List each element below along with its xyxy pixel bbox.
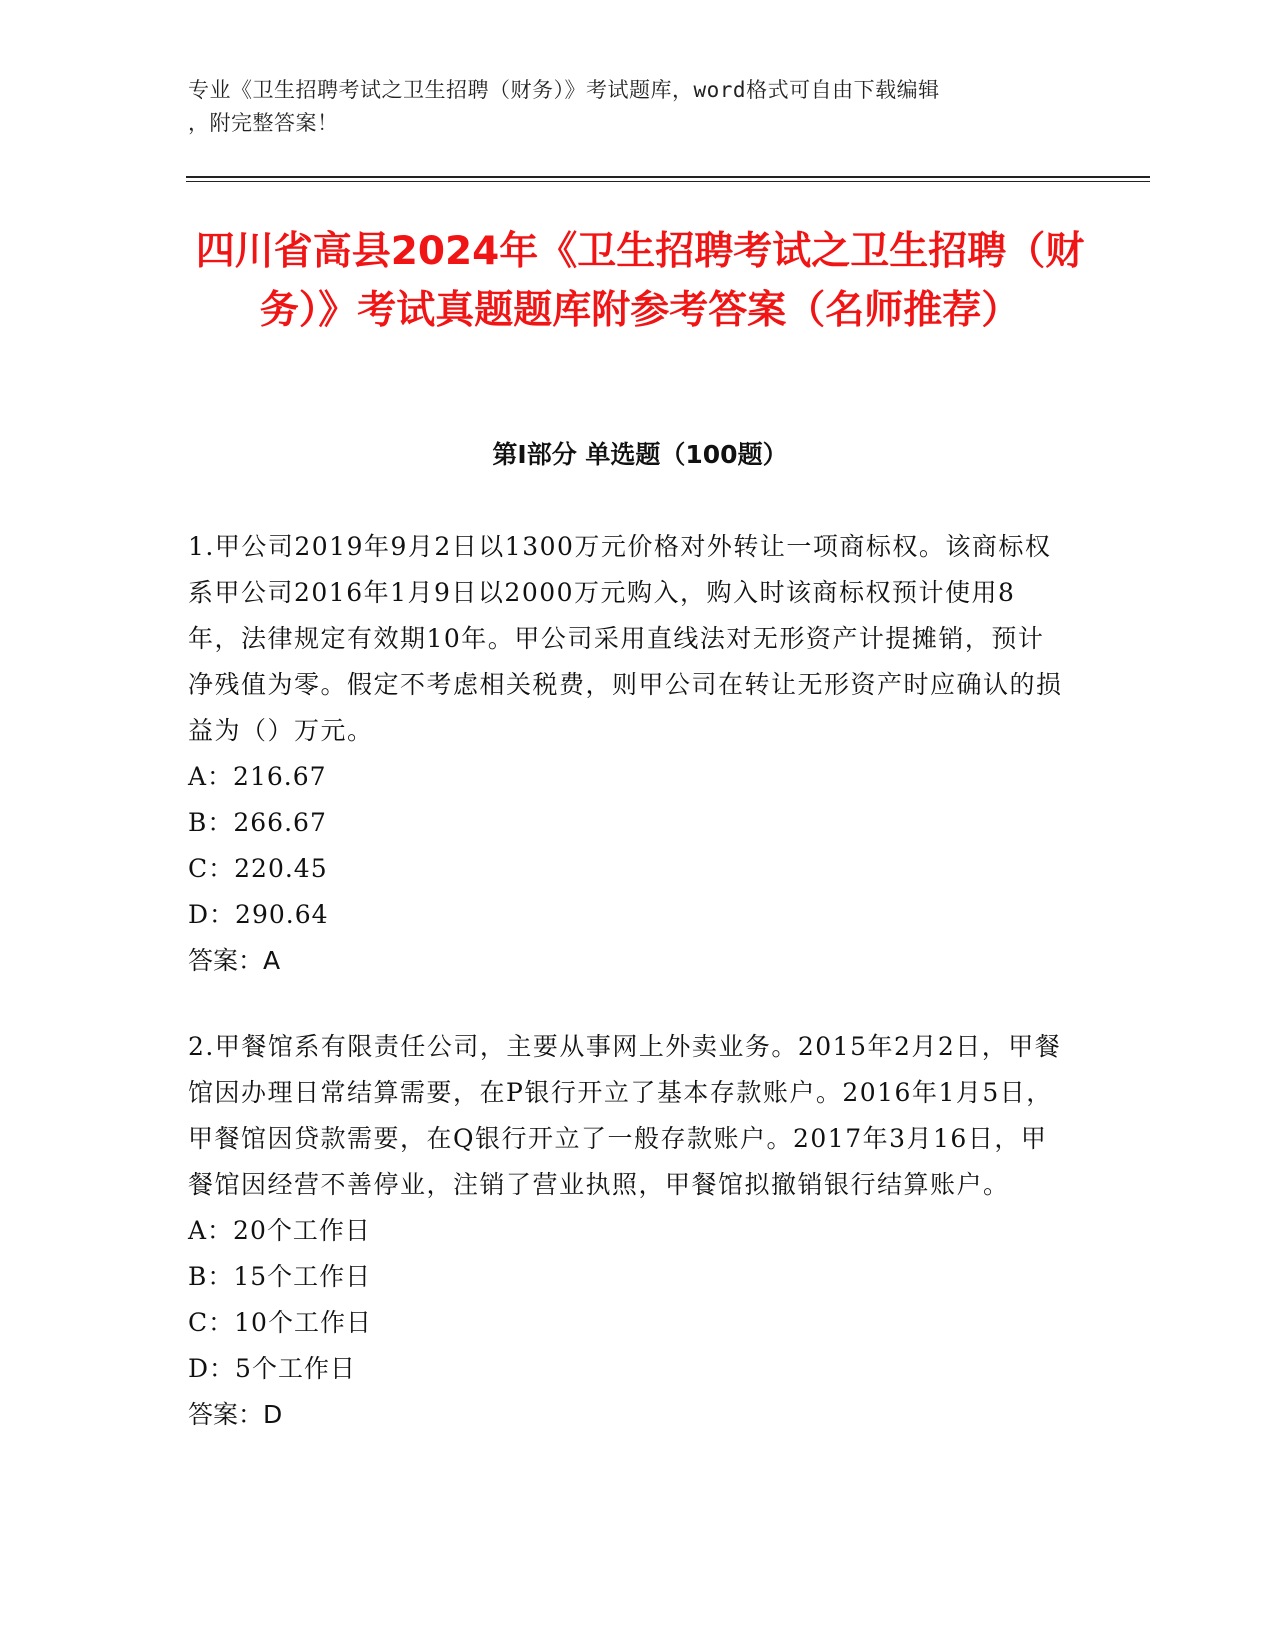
question-1 <box>188 524 1068 984</box>
header-note <box>188 74 1068 140</box>
option-c: C：220.45 <box>188 854 328 883</box>
header-note-line-1: 专业《卫生招聘考试之卫生招聘（财务）》考试题库，word格式可自由下载编辑 <box>188 78 940 102</box>
question-stem: 2.甲餐馆系有限责任公司，主要从事网上外卖业务。2015年2月2日，甲餐馆因办理日常结算需要，在P银行开立了基本存款账户。2016年1月5日，甲餐馆因贷款需要，在Q银行开立了一般存款账户。2017年3月16日，甲餐馆因经营不善停业，注销了营业执照，甲餐馆拟撤销银行结算账户。 <box>188 1032 1062 1199</box>
header-divider-thick <box>186 176 1150 178</box>
option-d: D：5个工作日 <box>188 1354 356 1383</box>
header-note-line-2: ，附完整答案！ <box>188 111 339 135</box>
option-c: C：10个工作日 <box>188 1308 372 1337</box>
header-divider-thin <box>186 181 1150 182</box>
option-d: D：290.64 <box>188 900 329 929</box>
option-a: A：20个工作日 <box>188 1216 371 1245</box>
option-b: B：15个工作日 <box>188 1262 372 1291</box>
question-2 <box>188 1024 1068 1438</box>
document-title: 四川省高县2024年《卫生招聘考试之卫生招聘（财务）》考试真题题库附参考答案（名师推荐） <box>195 229 1085 333</box>
section-title: 第I部分 单选题（100题） <box>492 440 788 469</box>
option-b: B：266.67 <box>188 808 327 837</box>
question-stem: 1.甲公司2019年9月2日以1300万元价格对外转让一项商标权。该商标权系甲公司2016年1月9日以2000万元购入，购入时该商标权预计使用8年，法律规定有效期10年。甲公司采用直线法对无形资产计提摊销，预计净残值为零。假定不考虑相关税费，则甲公司在转让无形资产时应确认的损益为（）万元。 <box>188 532 1063 745</box>
answer-line: 答案：D <box>188 1400 283 1429</box>
answer-line: 答案：A <box>188 946 281 975</box>
option-a: A：216.67 <box>188 762 327 791</box>
